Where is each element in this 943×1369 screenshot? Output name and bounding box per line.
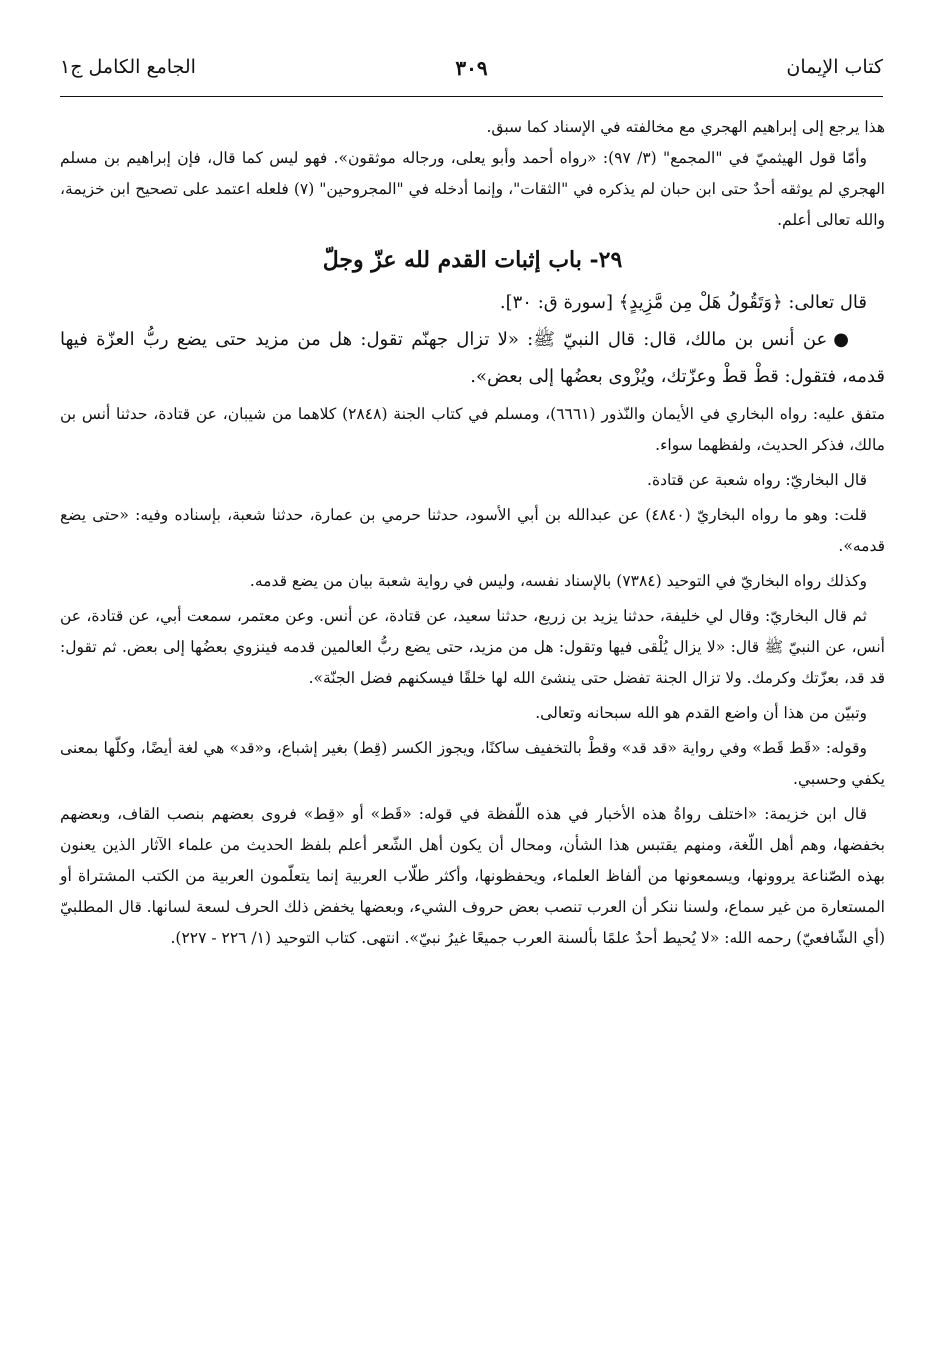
paragraph-khalifa: ثم قال البخاريّ: وقال لي خليفة، حدثنا يزيد بن زريع، حدثنا سعيد، عن قتادة، عن أنس. وعن معتمر، سمعت أبي، عن قتادة، عن أنس، عن النبيّ ﷺ قال: «لا يزال يُلْقى فيها وتقول: هل من مزيد، حتى يضع ربُّ العالمين قدمه فينزوي بعضُها إلى بعض. ثم تقول: قد قد، بعزّتك وكرمك. ولا تزال الجنة تفضل حتى ينشئ الله لها خلقًا فيسكنهم فضل الجنّة». [60, 607, 885, 687]
paragraph-1: هذا يرجع إلى إبراهيم الهجري مع مخالفته في الإسناد كما سبق. [486, 118, 885, 136]
bullet-marker: ● [833, 329, 849, 350]
paragraph-tawhid: وكذلك رواه البخاريّ في التوحيد (٧٣٨٤) بالإسناد نفسه، وليس في رواية شعبة بيان من يضع قدمه. [249, 572, 867, 590]
page-body [60, 112, 885, 954]
paragraph-conclusion: وتبيّن من هذا أن واضع القدم هو الله سبحانه وتعالى. [535, 704, 867, 722]
hadith-paragraph [60, 321, 885, 395]
running-head-section: كتاب الإيمان [786, 56, 883, 78]
page-header [60, 56, 883, 92]
header-divider [60, 96, 883, 97]
quran-verse: قال تعالى: ﴿وَتَقُولُ هَلْ مِن مَّزِيدٍ﴾ [سورة ق: ٣٠]. [499, 292, 867, 313]
hadith-text: عن أنس بن مالك، قال: قال النبيّ ﷺ: «لا تزال جهنّم تقول: هل من مزيد حتى يضع ربُّ العزّة فيها قدمه، فتقول: قطْ قطْ وعزّتك، ويُزْوى بعضُها إلى بعض». [60, 329, 885, 387]
paragraph-ibn-khuzayma: قال ابن خزيمة: «اختلف رواةُ هذه الأخبار في هذه اللّفظة في قوله: «قَط» أو «قِط» فروى بعضهم بنصب القاف، وبعضهم بخفضها، وهم أهل اللّغة، ومنهم يقتبس هذا الشأن، ومحال أن يكون أهل الشّعر أعلم بلفظ الحديث من علماء الآثار الذين يعنون بهذه الصّناعة يروونها، ويسمعونها من ألفاظ العلماء، ويحفظونها، وأكثر طلّاب العربية إنما يتعلّمون العربية من الكتب المشتراة أو المستعارة من غير سماع، ولسنا ننكر أن العرب تنصب بعض حروف الشيء، وبعضها يخفض ذلك الحرف لسعة لسانها. قال المطلبيّ (أي الشّافعيّ) رحمه الله: «لا يُحيط أحدٌ علمًا بألسنة العرب جميعًا غيرُ نبيّ». انتهى. كتاب التوحيد (١/ ٢٢٦ - ٢٢٧). [60, 805, 885, 947]
chapter-heading: ٢٩- باب إثبات القدم لله عزّ وجلّ [322, 247, 623, 273]
page-number: ٣٠٩ [455, 56, 488, 80]
paragraph-qultu: قلت: وهو ما رواه البخاريّ (٤٨٤٠) عن عبدالله بن أبي الأسود، حدثنا حرمي بن عمارة، حدثنا شعبة، بإسناده وفيه: «حتى يضع قدمه». [60, 506, 885, 555]
paragraph-2: وأمّا قول الهيثميّ في "المجمع" (٣/ ٩٧): «رواه أحمد وأبو يعلى، ورجاله موثقون». فهو ليس كما قال، فإن إبراهيم بن مسلم الهجري لم يوثقه أحدٌ حتى ابن حبان لم يذكره في "الثقات"، وإنما أدخله في "المجروحين" (٧) فلعله اعتمد على تصحيح ابن خزيمة، والله تعالى أعلم. [60, 149, 885, 229]
paragraph-takhrij: متفق عليه: رواه البخاري في الأيمان والنّذور (٦٦٦١)، ومسلم في كتاب الجنة (٢٨٤٨) كلاهما من شيبان، عن قتادة، حدثنا أنس بن مالك، فذكر الحديث، ولفظهما سواء. [60, 405, 885, 454]
running-head-title: الجامع الكامل ج١ [60, 56, 196, 78]
paragraph-qat: وقوله: «قَط قَط» وفي رواية «قد قد» وقطْ بالتخفيف ساكنًا، ويجوز الكسر (قِط) بغير إشباع، و«قد» هي لغة أيضًا، وكلّها بمعنى يكفي وحسبي. [60, 739, 885, 788]
paragraph-bukhari-note: قال البخاريّ: رواه شعبة عن قتادة. [647, 471, 867, 489]
